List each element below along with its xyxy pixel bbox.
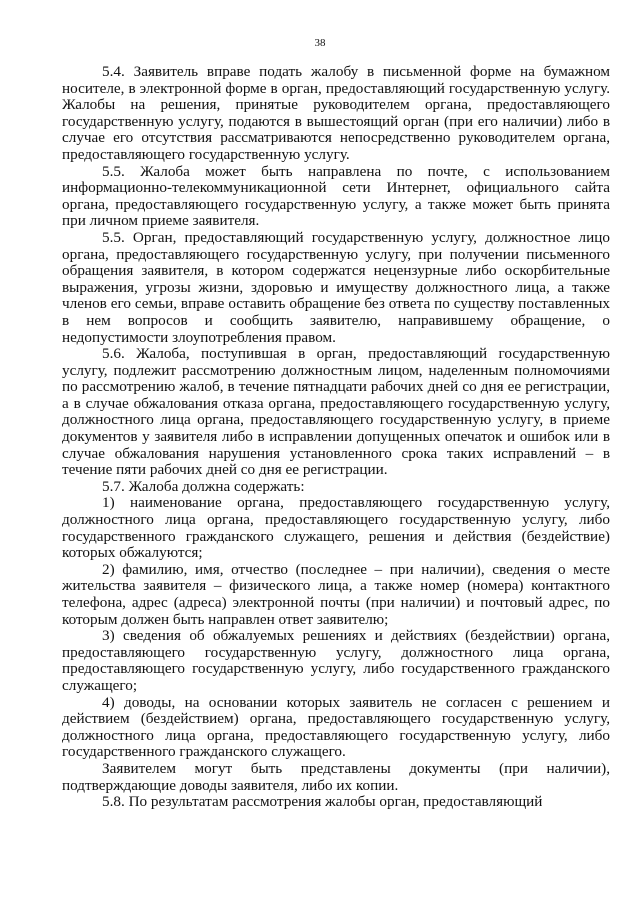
paragraph-documents: Заявителем могут быть представлены документы (при наличии), подтверждающие доводы заявителя, либо их копии. <box>62 759 610 794</box>
list-item-1: 1) наименование органа, предоставляющего государственную услугу, должностного лица органа, предоставляющего государственную услугу, либо государственного гражданского служащего, решения и действия (бездействие) которых обжалуются; <box>62 494 610 562</box>
paragraph-5-8: 5.8. По результатам рассмотрения жалобы орган, предоставляющий <box>102 793 543 811</box>
list-item-2: 2) фамилию, имя, отчество (последнее – при наличии), сведения о месте жительства заявителя – физического лица, а также номер (номера) контактного телефона, адрес (адреса) электронной почты (при наличии) и почтовый адрес, по которым должен быть направлен ответ заявителю; <box>62 560 610 628</box>
list-item-4: 4) доводы, на основании которых заявитель не согласен с решением и действием (бездействием) органа, предоставляющего государственную услугу, должностного лица органа, предоставляющего государственную услугу, либо государственного гражданского служащего. <box>62 693 610 761</box>
list-item-3: 3) сведения об обжалуемых решениях и действиях (бездействии) органа, предоставляющего государственную услугу, должностного лица органа, предоставляющего государственную услугу, либо государственного гражданского служащего; <box>62 627 610 694</box>
document-body <box>62 64 610 811</box>
paragraph-5-7: 5.7. Жалоба должна содержать: <box>102 477 305 495</box>
paragraph-5-5-submission: 5.5. Жалоба может быть направлена по почте, с использованием информационно-телекоммуникационной сети Интернет, официального сайта органа, предоставляющего государственную услугу, а также может быть принята при личном приеме заявителя. <box>62 162 610 230</box>
paragraph-5-4: 5.4. Заявитель вправе подать жалобу в письменной форме на бумажном носителе, в электронной форме в орган, предоставляющий государственную услугу. Жалобы на решения, принятые руководителем органа, предоставляющего государственную услугу, подаются в вышестоящий орган (при его наличии) либо в случае его отсутствия рассматриваются непосредственно руководителем органа, предоставляющего государственную услугу. <box>62 63 610 163</box>
paragraph-5-5-abusive: 5.5. Орган, предоставляющий государственную услугу, должностное лицо органа, предоставляющего государственную услугу, при получении письменного обращения заявителя, в котором содержатся нецензурные либо оскорбительные выражения, угрозы жизни, здоровью и имуществу должностного лица, а также членов его семьи, вправе оставить обращение без ответа по существу поставленных в нем вопросов и сообщить заявителю, направившему обращение, о недопустимости злоупотребления правом. <box>62 228 610 346</box>
paragraph-5-6: 5.6. Жалоба, поступившая в орган, предоставляющий государственную услугу, подлежит рассмотрению должностным лицом, наделенным полномочиями по рассмотрению жалоб, в течение пятнадцати рабочих дней со дня ее регистрации, а в случае обжалования отказа органа, предоставляющего государственную услугу, должностного лица органа, предоставляющего государственную услугу, в приеме документов у заявителя либо в исправлении допущенных опечаток и ошибок или в случае обжалования нарушения установленного срока таких исправлений – в течение пяти рабочих дней со дня ее регистрации. <box>62 345 610 479</box>
page-number: 38 <box>314 37 326 49</box>
